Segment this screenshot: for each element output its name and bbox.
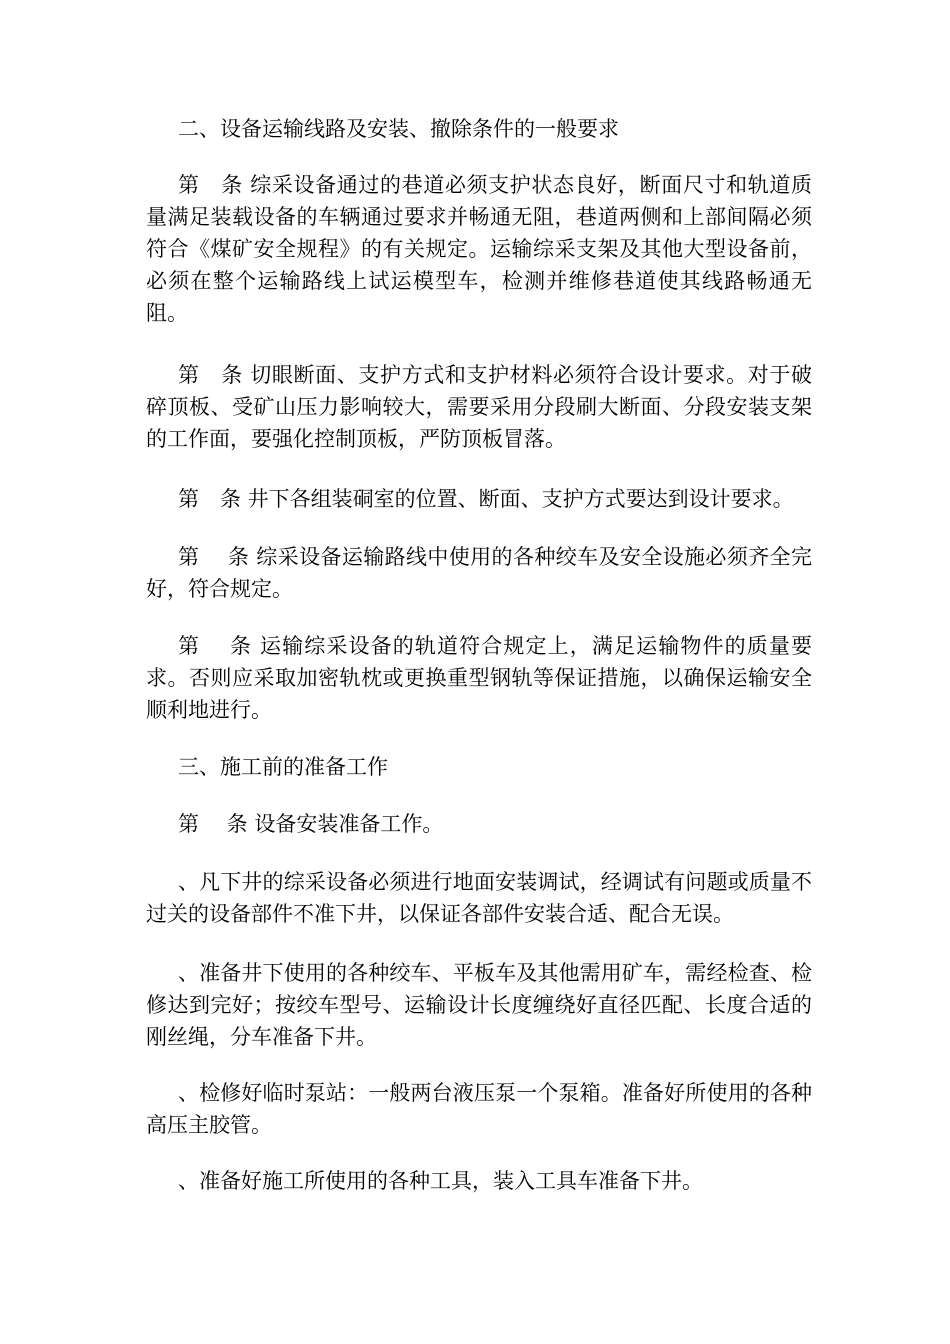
- list-item: 、准备好施工所使用的各种工具，装入工具车准备下井。: [178, 1169, 703, 1193]
- paragraph: 第 条 综采设备运输路线中使用的各种绞车及安全设施必须齐全完好，符合规定。: [146, 545, 812, 601]
- list-item: 、准备井下使用的各种绞车、平板车及其他需用矿车，需经检查、检修达到完好；按绞车型号、运输设计长度缠绕好直径匹配、长度合适的刚丝绳，分车准备下井。: [146, 961, 812, 1049]
- paragraph: 第 条 综采设备通过的巷道必须支护状态良好，断面尺寸和轨道质量满足装载设备的车辆通过要求并畅通无阻，巷道两侧和上部间隔必须符合《煤矿安全规程》的有关规定。运输综采支架及其他大型设备前，必须在整个运输路线上试运模型车，检测并维修巷道使其线路畅通无阻。: [146, 173, 812, 325]
- section-heading: 二、设备运输线路及安装、撤除条件的一般要求: [178, 117, 619, 141]
- paragraph: 第 条 运输综采设备的轨道符合规定上，满足运输物件的质量要求。否则应采取加密轨枕或更换重型钢轨等保证措施，以确保运输安全顺利地进行。: [146, 634, 812, 722]
- paragraph: 第 条 井下各组装硐室的位置、断面、支护方式要达到设计要求。: [178, 487, 794, 511]
- list-item: 、凡下井的综采设备必须进行地面安装调试，经调试有问题或质量不过关的设备部件不准下井，以保证各部件安装合适、配合无误。: [146, 870, 812, 926]
- paragraph: 第 条 切眼断面、支护方式和支护材料必须符合设计要求。对于破碎顶板、受矿山压力影响较大，需要采用分段刷大断面、分段安装支架的工作面，要强化控制顶板，严防顶板冒落。: [146, 363, 812, 451]
- list-item: 、检修好临时泵站：一般两台液压泵一个泵箱。准备好所使用的各种高压主胶管。: [146, 1081, 812, 1137]
- paragraph: 第 条 设备安装准备工作。: [178, 812, 444, 836]
- section-heading: 三、施工前的准备工作: [178, 755, 388, 779]
